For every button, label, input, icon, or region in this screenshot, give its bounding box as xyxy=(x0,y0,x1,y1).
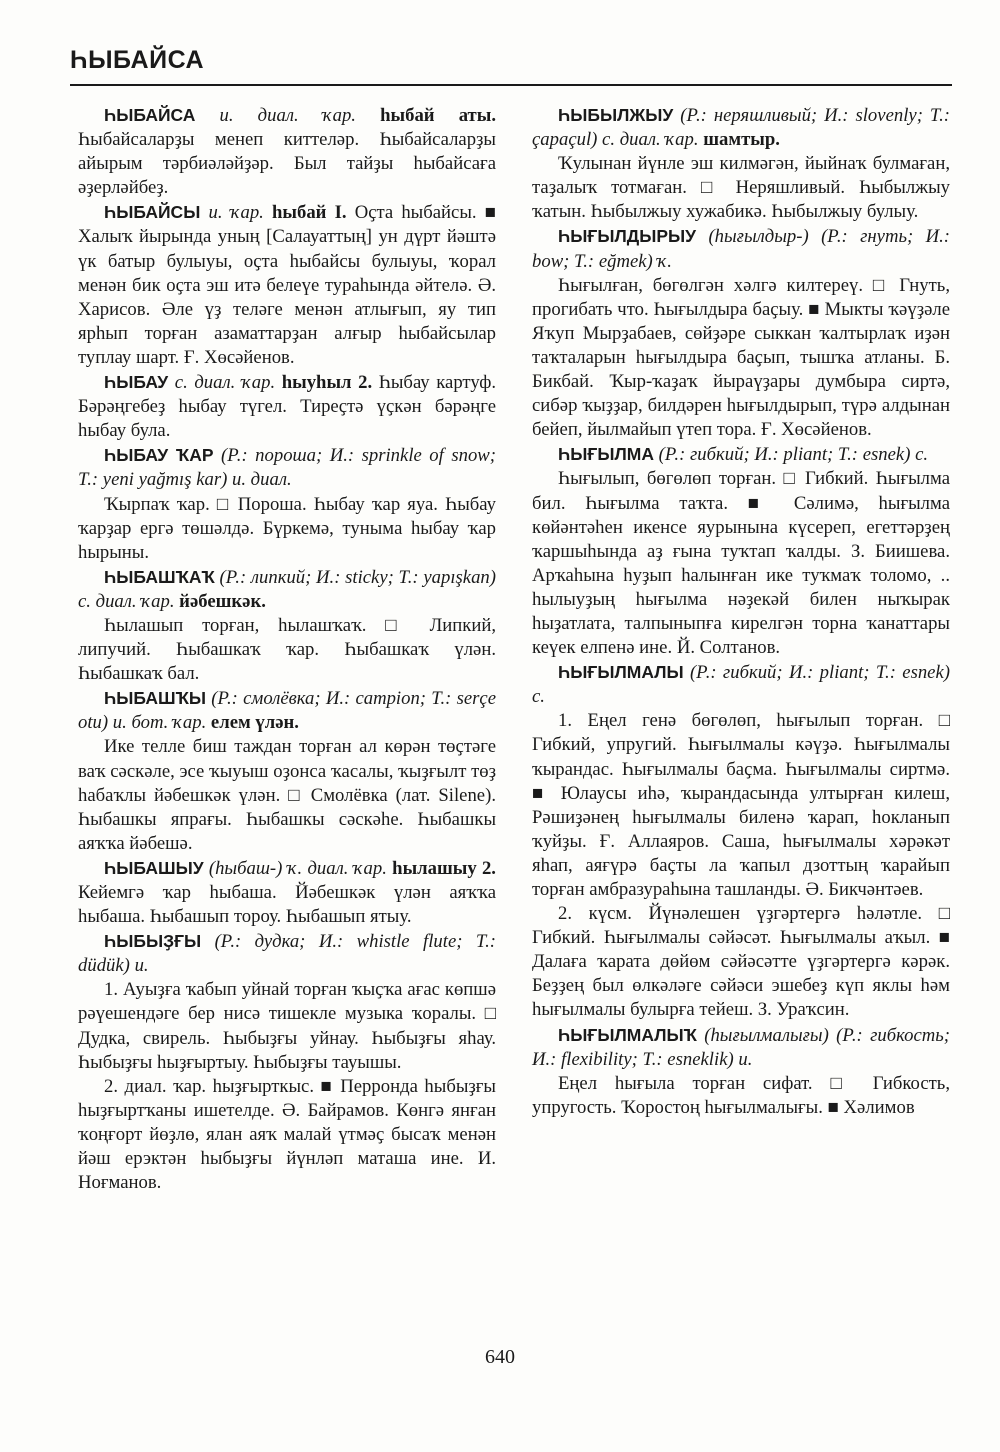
headword: ҺЫБАШЫУ xyxy=(104,857,204,878)
running-header: ҺЫБАЙСА xyxy=(70,46,205,74)
dictionary-entry xyxy=(78,565,496,614)
entry-gloss: шамтыр. xyxy=(703,129,780,151)
entry-grammar: (һығылмалығы) (Р.: гибкость; И.: flexibility; Т.: esneklik) и. xyxy=(532,1024,950,1070)
entry-text: Еңел һығыла торған сифат. □ Гибкость, упругость. Ҡоростоң һығылмалығы. ■ Хәлимов xyxy=(532,1072,950,1118)
entry-gloss: һылашыу 2. xyxy=(392,857,496,879)
dictionary-entry xyxy=(532,442,950,467)
dictionary-entry xyxy=(532,1023,950,1072)
entry-gloss: һыбай I. xyxy=(272,202,347,224)
entry-text: Оҫта һыбайсы. ■ Халыҡ йырында уның [Салауаттың] ун дүрт йәштә үк батыр булыуы, оҫта һыбайсы булыуы, ҡорал менән бик оҫта эш итә белеүе тураһында әйтелә. Ә. Харисов. Әле үҙ теләге менән атлығып, яу тип ярһып торған азаматтарҙан алғыр һыбайсылар туплау шарт. Ғ. Хөсәйенов. xyxy=(78,202,497,368)
headword: ҺЫБЫЛЖЫУ xyxy=(558,105,674,125)
entry-definition xyxy=(532,152,950,224)
dictionary-entry xyxy=(78,370,496,443)
headword: ҺЫҒЫЛДЫРЫУ xyxy=(558,226,697,247)
entry-gloss: һыуһыл 2. xyxy=(281,372,373,394)
entry-text: 2. диал. ҡар. һыҙғырткыс. ■ Перронда һыбыҙғы һыҙғыртҡаны ишетелде. Ә. Байрамов. Көнгә янған ҡоңғорт йөҙлө, ялан аяҡ малай үтмәҫ бысаҡ менән йәш ерэктән һыбыҙғы йүнләп маташа ине. И. Ноғманов. xyxy=(78,1075,496,1194)
entry-text: Ҡулынан йүнле эш килмәгән, йыйнаҡ булмаған, таҙалыҡ тотмаған. □ Неряшливый. Һыбылжыу ҡатын. Һыбылжыу хужабикә. Һыбылжыу булыу. xyxy=(532,153,950,223)
entry-grammar: (Р.: пороша; И.: sprinkle of snow; Т.: yeni yağmış kar) и. диал. xyxy=(78,445,496,491)
entry-definition xyxy=(532,709,950,902)
headword: ҺЫБАУ ҠАР xyxy=(104,445,214,466)
headword: ҺЫҒЫЛМА xyxy=(558,444,654,465)
headword: ҺЫБАШҠЫ xyxy=(104,688,207,709)
entry-gloss: һыбай аты. xyxy=(380,105,496,126)
dictionary-entry xyxy=(78,856,496,929)
entry-grammar: (һығылдыр-) (Р.: гнуть; И.: bow; Т.: eğmek) ҡ. xyxy=(532,226,950,272)
entry-text: 1. Еңел генә бөгөлөп, һығылып торған. □ Гибкий, упругий. Һығылмалы кәүҙә. Һығылмалы ҡырандас. Һығылмалы баҫма. Һығылмалы сиртмә. ■ Юлаусы иһә, ҡырандасында ултырған килеш, Рәшиҙәнең һығылмалы биленә ҡарап, һокланып ҡуйҙы. Ғ. Аллаяров. Саша, һығылмалы хәрәкәт яһап, аяғүрә баҫты ла ҡапыл дзоттың ҡарайып торған амбразураһына ташланды. Ә. Бикчәнтәев. xyxy=(532,710,950,900)
headword: ҺЫҒЫЛМАЛЫ xyxy=(558,662,684,683)
entry-definition xyxy=(532,1072,950,1120)
headword: ҺЫБАЙСЫ xyxy=(104,202,201,223)
entry-text: Ике телле биш таждан торған ал көрән төҫтәге ваҡ сәскәле, эсе ҡыуыш оҙонса ҡасалы, ҡыҙғылт төҙ һабаҡлы йәбешкәк үлән. □ Смолёвка (лат. Silene). Һыбашкы япрағы. Һыбашкы сәскәһе. Һыбашкы аяҡҡа йәбешә. xyxy=(78,736,496,854)
headword: ҺЫБАЙСА xyxy=(104,105,196,125)
entry-grammar: и. ҡар. xyxy=(200,202,273,224)
entry-definition xyxy=(532,902,950,1022)
entry-text: 1. Ауыҙға ҡабып уйнай торған ҡыҫҡа ағас көпшә рәүешендәге бер нисә тишекле музыка ҡоралы. □ Дудка, свирель. Һыбыҙғы уйнау. Һыбыҙғы яһау. Һыбыҙғы һыҙғыртыу. Һыбыҙғы тауышы. xyxy=(78,979,496,1073)
header-rule xyxy=(70,84,952,86)
dictionary-entry xyxy=(532,660,950,709)
page-number: 640 xyxy=(485,1346,515,1368)
entry-grammar: (Р.: гибкий; И.: pliant; Т.: esnek) с. xyxy=(653,444,929,466)
entry-grammar: (Р.: неряшливый; И.: slovenly; Т.: çapaçul) с. диал. ҡар. xyxy=(532,105,950,151)
entry-definition xyxy=(78,1075,496,1195)
entry-definition xyxy=(78,614,496,686)
headword: ҺЫБАУ xyxy=(104,372,169,393)
dictionary-entry xyxy=(532,224,950,273)
entry-text: Ҡырпаҡ ҡар. □ Пороша. Һыбау ҡар яуа. Һыбау ҡарҙар ергә төшәлдә. Бүркемә, тунымa һыбау ҡар һырыны. xyxy=(78,493,496,563)
entry-grammar: (Р.: липкий; И.: sticky; Т.: yapışkan) с. диал. ҡар. xyxy=(78,566,496,612)
left-column xyxy=(78,103,496,1195)
right-column xyxy=(532,103,950,1120)
entry-text: Һыбайсаларҙы менеп киттеләр. Һыбайсаларҙы айырым тәрбиәләйҙәр. Был тайҙы һыбайсаға әҙерләйбеҙ. xyxy=(78,129,496,199)
entry-grammar: с. диал. ҡар. xyxy=(168,372,282,394)
dictionary-entry xyxy=(532,103,950,152)
entry-definition xyxy=(532,467,950,660)
entry-gloss: елем үлән. xyxy=(210,712,299,734)
entry-text: Һыбау картуф. Бәрәңгебеҙ һыбау түгел. Тиреҫтә үҫкән бәрәңге һыбау була. xyxy=(78,372,496,442)
entry-text: Һығылып, бөгөлөп торған. □ Гибкий. Һығылма бил. Һығылма таҡта. ■ Сәлимә, һығылма көйәнтәһен икенсе яурынына күсереп, егеттәрҙең ҡаршыһында аҙ ғына туҡтап ҡалды. З. Биишева. Арҡаһына һуҙып һалынған ике туҡмаҡ толомо, .. һылыуҙың һығылма нәҙекәй билен ныҡырак һыҙатлата, талпыныпға кирелгән торна ҡанаттары кеүек елпенә ине. Й. Солтанов. xyxy=(532,468,950,659)
dictionary-entry xyxy=(78,929,496,978)
entry-grammar: (Р.: гибкий; И.: pliant; Т.: esnek) с. xyxy=(532,662,950,708)
entry-definition xyxy=(532,274,950,443)
entry-text: Кейемгә ҡар һыбаша. Йәбешкәк үлән аяҡҡа һыбаша. Һыбашып тороу. Һыбашып ятыу. xyxy=(78,882,496,928)
dictionary-entry xyxy=(78,200,496,370)
entry-text: Һығылған, бөгөлгән хәлгә килтереү. □ Гнуть, прогибать что. Һығылдыра баҫыу. ■ Мыкты ҡәүҙәле Яҡуп Мырҙабаев, сөйҙәре сыккан ҡалтырлаҡ иҙән таҡталарын һығылдыра баҫып, тышҡа атланы. Б. Бикбай. Ҡыр-ҡаҙаҡ йыраүҙары думбыра сиртә, сибәр ҡыҙҙар, билдәрен һығылдырып, түрә алдынан бейеп, йылмайып үтеп тора. Ғ. Хөсәйенов. xyxy=(532,274,950,441)
headword: ҺЫҒЫЛМАЛЫҠ xyxy=(558,1024,697,1045)
entry-definition xyxy=(78,735,496,855)
entry-grammar: (Р.: дудка; И.: whistle flute; Т.: düdük) и. xyxy=(78,931,496,977)
entry-text: 2. күсм. Йүнәлешен үҙгәртергә һәләтле. □ Гибкий. Һығылмалы сәйәсәт. Һығылмалы аҡыл. ■ Далаға ҡарата дөйөм сәйәсәтте үҙгәртергә кәрәк. Беҙҙең был өлкәләге сәйәси эшебеҙ күп яклы һәм һығылмалы булырға тейеш. З. Ураҡсин. xyxy=(532,903,950,1021)
entry-grammar: (һыбаш-) ҡ. диал. ҡар. xyxy=(203,857,393,879)
entry-definition xyxy=(78,978,496,1074)
entry-text: Һылашып торған, һылашҡаҡ. □ Липкий, липучий. Һыбашкаҡ ҡар. Һыбашкаҡ үлән. Һыбашкаҡ бал. xyxy=(78,614,496,685)
dictionary-entry xyxy=(78,686,496,735)
entry-gloss: йәбешкәк. xyxy=(179,590,266,612)
headword: ҺЫБАШҠАҠ xyxy=(104,566,215,587)
dictionary-entry xyxy=(78,443,496,492)
headword: ҺЫБЫҘҒЫ xyxy=(104,931,202,952)
entry-definition xyxy=(78,493,496,565)
entry-grammar: и. диал. ҡар. xyxy=(195,105,381,126)
dictionary-entry xyxy=(78,103,496,200)
entry-grammar: (Р.: смолёвка; И.: campion; Т.: serçe otu) и. бот. ҡар. xyxy=(78,688,496,734)
